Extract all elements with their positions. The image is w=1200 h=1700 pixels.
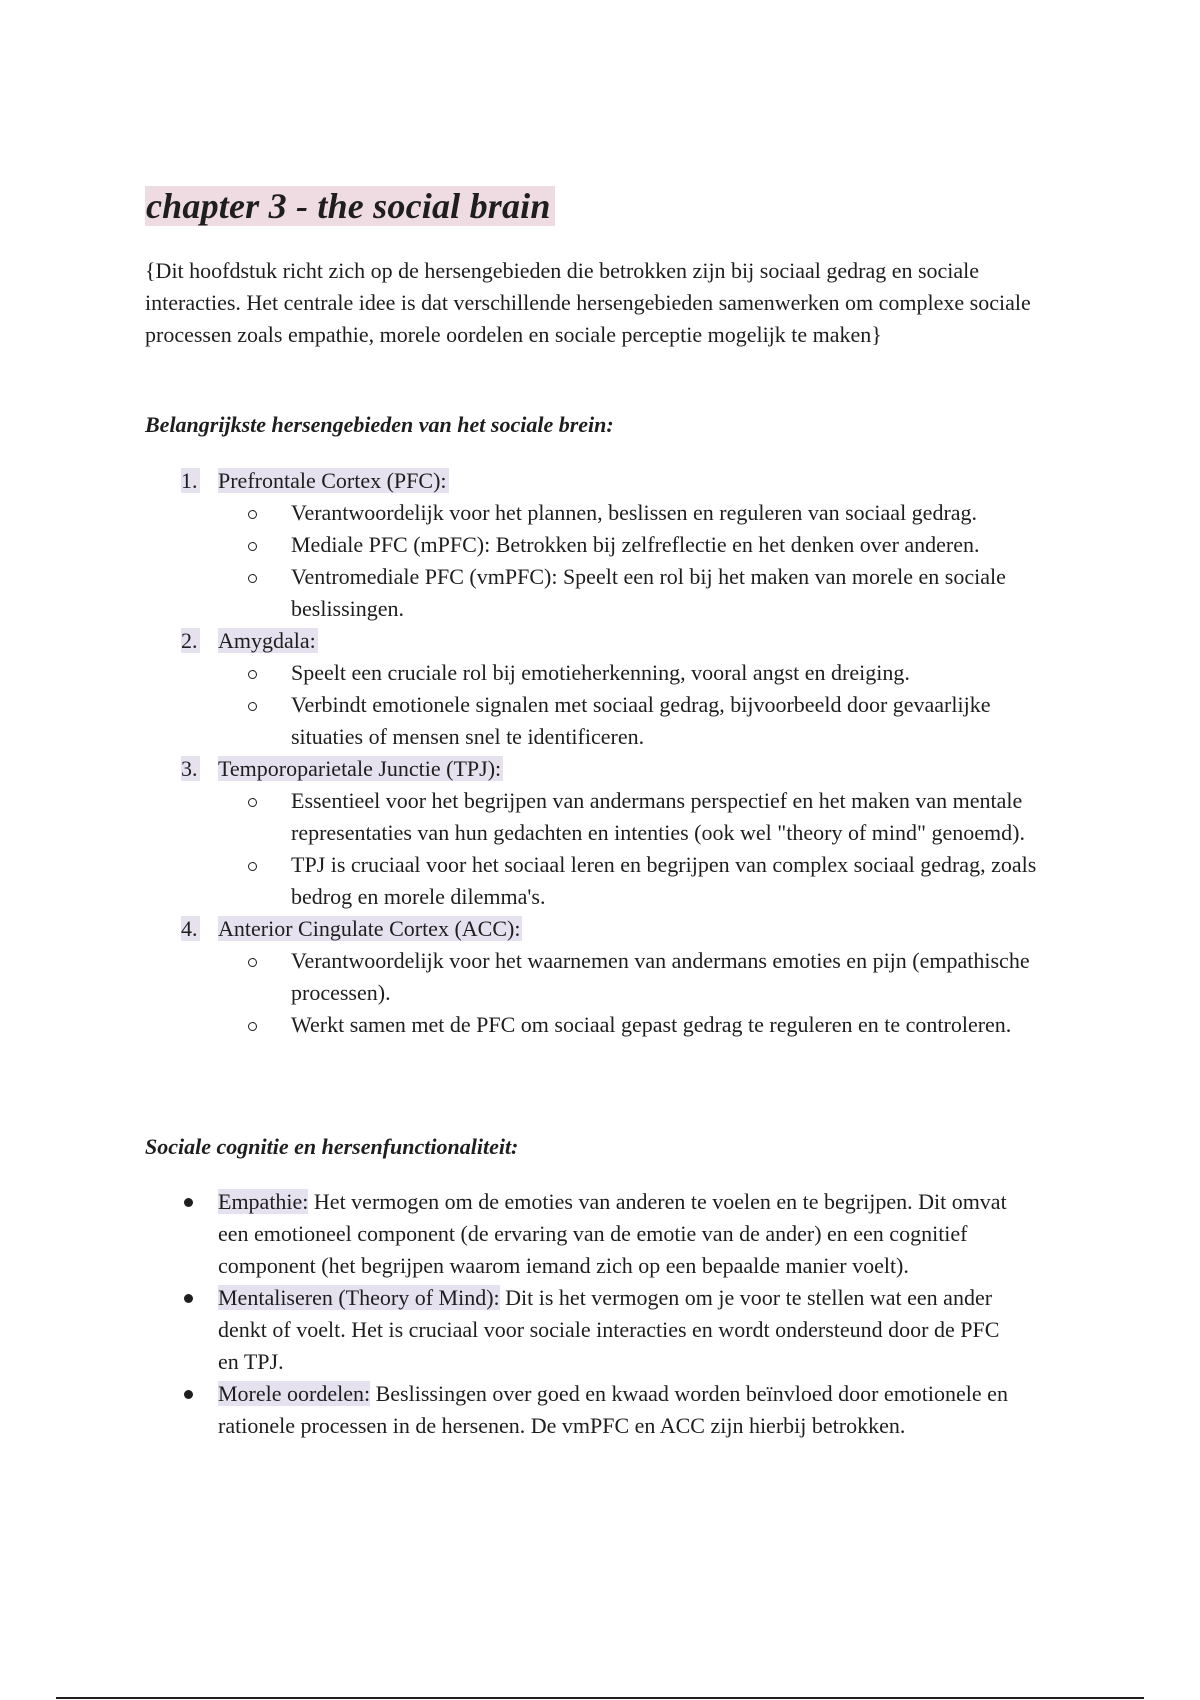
hollow-bullet-icon [248, 862, 257, 871]
concept-term: Empathie: [218, 1189, 309, 1214]
page-title [145, 183, 555, 229]
region-item [145, 625, 1065, 753]
region-detail-list [218, 785, 1065, 913]
concept-item [145, 1282, 1025, 1378]
hollow-bullet-icon [248, 702, 257, 711]
region-detail-list [218, 945, 1065, 1041]
page-divider [56, 1697, 1144, 1699]
region-name: Prefrontale Cortex (PFC): [218, 468, 447, 493]
hollow-bullet-icon [248, 574, 257, 583]
section-heading-social-cognition: Sociale cognitie en hersenfunctionaliteit: [145, 1134, 519, 1159]
region-number: 4. [181, 916, 198, 941]
region-detail-item: Verantwoordelijk voor het plannen, beslissen en reguleren van sociaal gedrag. [218, 497, 1065, 529]
region-number: 3. [181, 756, 198, 781]
brain-regions-list [145, 465, 1065, 1041]
region-detail-item: Speelt een cruciale rol bij emotieherkenning, vooral angst en dreiging. [218, 657, 1065, 689]
page-title-text: chapter 3 - the social brain [145, 186, 555, 226]
hollow-bullet-icon [248, 798, 257, 807]
region-detail-item: Werkt samen met de PFC om sociaal gepast gedrag te reguleren en te controleren. [218, 1009, 1065, 1041]
concept-term: Mentaliseren (Theory of Mind): [218, 1285, 500, 1310]
region-detail-item: Verbindt emotionele signalen met sociaal gedrag, bijvoorbeeld door gevaarlijke situaties of mensen snel te identificeren. [218, 689, 1065, 753]
region-detail-list [218, 657, 1065, 753]
hollow-bullet-icon [248, 670, 257, 679]
bullet-icon [184, 1390, 193, 1399]
region-detail-item: Mediale PFC (mPFC): Betrokken bij zelfreflectie en het denken over anderen. [218, 529, 1065, 561]
region-detail-item: Verantwoordelijk voor het waarnemen van andermans emoties en pijn (empathische processen). [218, 945, 1065, 1009]
section-heading-brain-regions: Belangrijkste hersengebieden van het sociale brein: [145, 412, 614, 437]
region-detail-item: Ventromediale PFC (vmPFC): Speelt een rol bij het maken van morele en sociale beslissingen. [218, 561, 1065, 625]
region-item [145, 753, 1065, 913]
concept-text: Beslissingen over goed en kwaad worden beïnvloed door emotionele en rationele processen in de hersenen. De vmPFC en ACC zijn hierbij betrokken. [218, 1381, 1008, 1438]
concept-item [145, 1378, 1025, 1442]
intro-paragraph: {Dit hoofdstuk richt zich op de hersengebieden die betrokken zijn bij sociaal gedrag en sociale interacties. Het centrale idee is dat verschillende hersengebieden samenwerken om complexe sociale processen zoals empathie, morele oordelen en sociale perceptie mogelijk te maken} [145, 258, 1031, 347]
concept-item [145, 1186, 1025, 1282]
region-name: Temporoparietale Junctie (TPJ): [218, 756, 502, 781]
concepts-list [145, 1186, 1025, 1442]
concept-text: Dit is het vermogen om je voor te stellen wat een ander denkt of voelt. Het is cruciaal voor sociale interacties en wordt ondersteund door de PFC en TPJ. [218, 1285, 1000, 1374]
concept-term: Morele oordelen: [218, 1381, 371, 1406]
hollow-bullet-icon [248, 510, 257, 519]
region-item [145, 913, 1065, 1041]
region-detail-item: TPJ is cruciaal voor het sociaal leren en begrijpen van complex sociaal gedrag, zoals bedrog en morele dilemma's. [218, 849, 1065, 913]
region-detail-item: Essentieel voor het begrijpen van andermans perspectief en het maken van mentale representaties van hun gedachten en intenties (ook wel "theory of mind" genoemd). [218, 785, 1065, 849]
concept-text: Het vermogen om de emoties van anderen te voelen en te begrijpen. Dit omvat een emotioneel component (de ervaring van de emotie van de ander) en een cognitief component (het begrijpen waarom iemand zich op een bepaalde manier voelt). [218, 1189, 1007, 1278]
bullet-icon [184, 1294, 193, 1303]
region-number: 2. [181, 628, 198, 653]
hollow-bullet-icon [248, 1022, 257, 1031]
region-item [145, 465, 1065, 625]
region-name: Anterior Cingulate Cortex (ACC): [218, 916, 521, 941]
region-name: Amygdala: [218, 628, 316, 653]
region-detail-list [218, 497, 1065, 625]
hollow-bullet-icon [248, 958, 257, 967]
hollow-bullet-icon [248, 542, 257, 551]
bullet-icon [184, 1198, 193, 1207]
region-number: 1. [181, 468, 198, 493]
